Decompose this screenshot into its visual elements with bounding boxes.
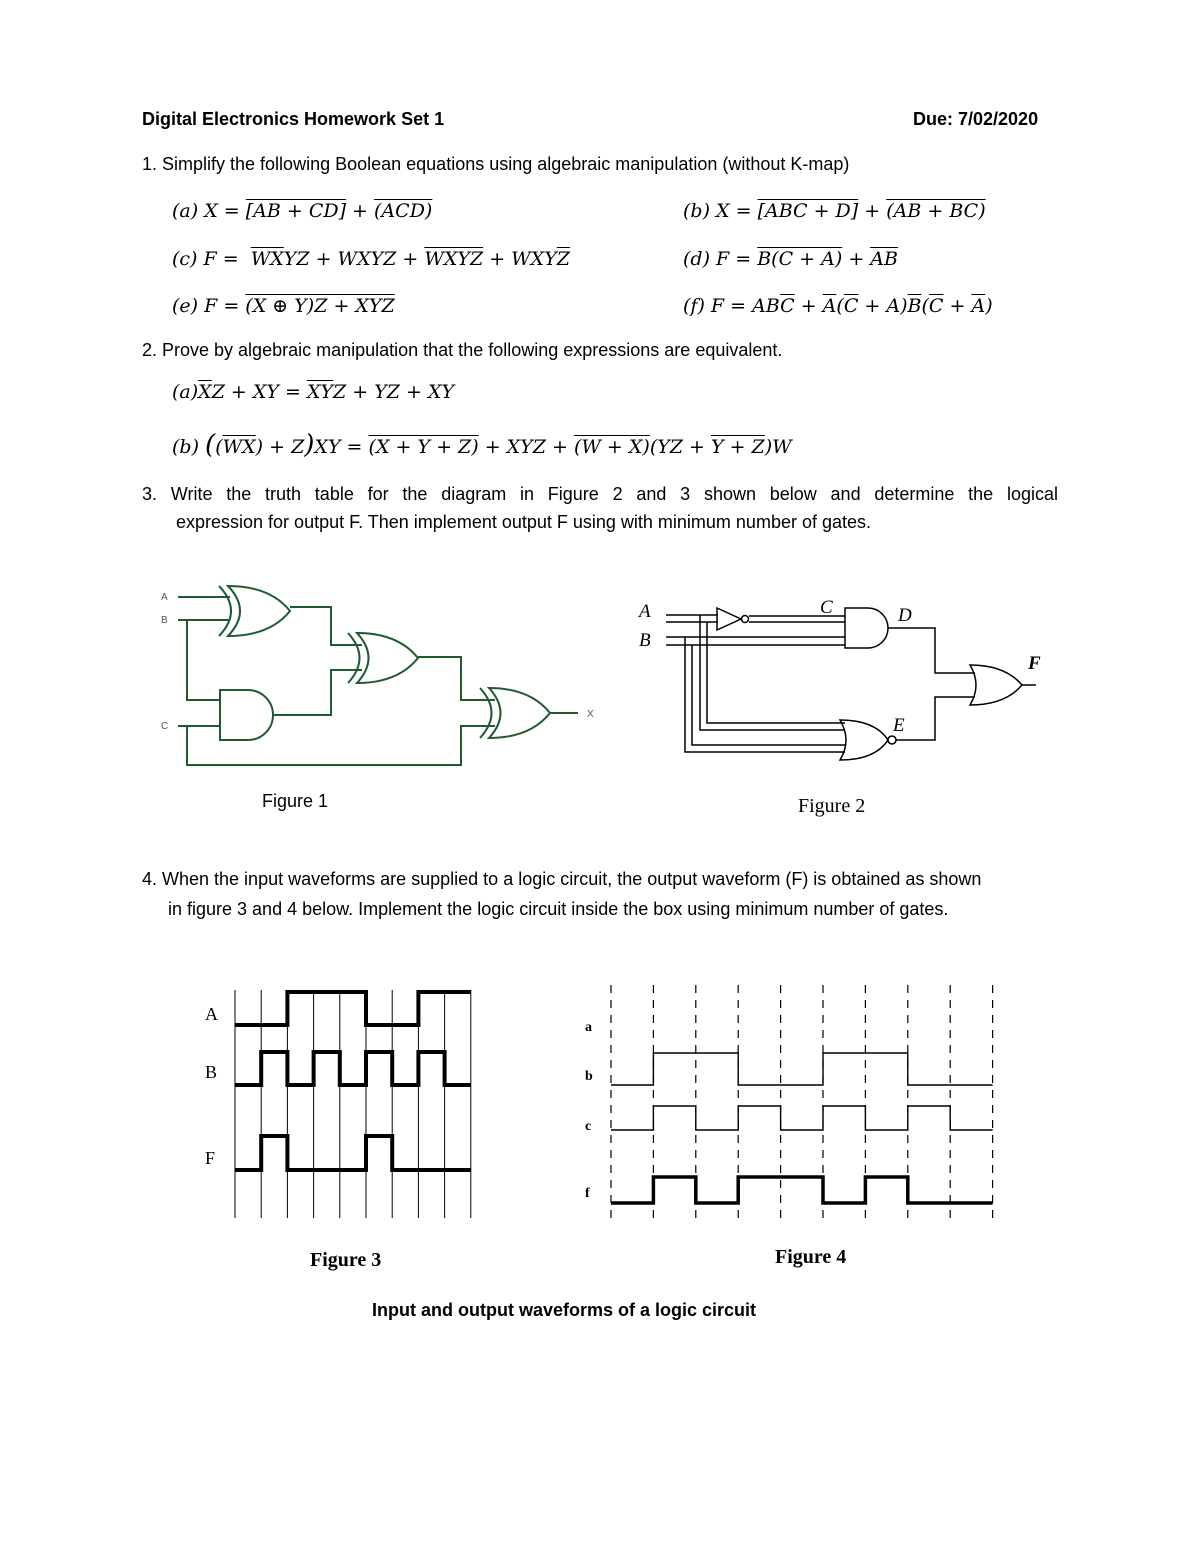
q1d-equation: (d) F = B(C + A) + AB	[683, 248, 898, 270]
figure-2-caption: Figure 2	[798, 795, 866, 817]
q1b-equation: (b) X = [ABC + D] + (AB + BC)	[683, 200, 986, 222]
figure-4-grid	[611, 985, 993, 1218]
figure-1-circuit	[178, 586, 578, 765]
fig4-wave-f	[611, 1177, 993, 1203]
due-date: Due: 7/02/2020	[913, 109, 1039, 129]
fig2-label-c: C	[820, 597, 833, 618]
fig3-wave-a	[235, 992, 471, 1025]
fig4-label-a: a	[585, 1020, 592, 1035]
fig1-input-a-label: A	[161, 592, 168, 603]
wire-xor1-out	[290, 607, 362, 645]
wire-b-down-1	[685, 637, 845, 752]
question-1-prompt: 1. Simplify the following Boolean equations using algebraic manipulation (without K-map)	[142, 154, 850, 174]
xor-gate-3	[489, 688, 550, 738]
wire-d	[888, 628, 975, 673]
q1f-equation: (f) $F = AB\overline{C} + \overline{A}(\overline{C} + A)\overline{B}(\overline{C} + \overline{A})$	[683, 295, 993, 317]
fig2-label-a: A	[639, 601, 651, 622]
xor-gate-3-back-curve	[480, 688, 492, 738]
homework-title: Digital Electronics Homework Set 1	[142, 109, 445, 129]
figure-4-signal-traces	[611, 1053, 993, 1203]
fig3-label-f: F	[205, 1148, 216, 1168]
figure-3-caption: Figure 3	[310, 1249, 382, 1271]
and-gate-d	[845, 608, 888, 648]
figure-4-waveforms	[585, 985, 993, 1218]
xor-gate-1-back-curve	[219, 586, 231, 636]
fig4-label-f: f	[585, 1186, 590, 1201]
q1e-equation: (e) F = (X ⊕ Y)Z + XYZ	[172, 295, 395, 317]
fig2-label-d: D	[898, 605, 912, 626]
nor-gate-bubble	[888, 736, 896, 744]
fig4-wave-b	[611, 1053, 993, 1085]
figure-2-circuit	[666, 608, 1036, 760]
fig4-label-b: b	[585, 1069, 593, 1084]
or-gate-f	[970, 665, 1022, 705]
wire-and-out	[273, 670, 362, 715]
fig3-label-a: A	[205, 1004, 218, 1024]
question-4-line-1: 4. When the input waveforms are supplied to a logic circuit, the output waveform (F) is obtained as shown	[142, 869, 982, 889]
question-4-line-2: in figure 3 and 4 below. Implement the logic circuit inside the box using minimum number of gates.	[168, 899, 949, 919]
fig4-label-c: c	[585, 1119, 592, 1134]
nor-gate-e	[840, 720, 888, 760]
fig3-wave-f	[235, 1136, 471, 1170]
fig1-input-b-label: B	[161, 615, 168, 626]
fig1-input-c-label: C	[161, 721, 169, 732]
question-3-line-2: expression for output F. Then implement output F using with minimum number of gates.	[176, 512, 872, 532]
fig3-wave-b	[235, 1052, 471, 1085]
question-2-prompt: 2. Prove by algebraic manipulation that the following expressions are equivalent.	[142, 340, 783, 360]
q2a-equation: $(a)\overline{X}Z$ + XY = $\overline{X}\overline{Y}Z$ + YZ + XY	[172, 381, 455, 403]
xor-gate-2	[357, 633, 418, 683]
question-3-line-1: 3. Write the truth table for the diagram in Figure 2 and 3 shown below and determine the logical	[142, 484, 1058, 504]
figure-3-waveforms	[205, 990, 471, 1218]
xor-gate-2-back-curve	[348, 633, 360, 683]
fig3-label-b: B	[205, 1062, 218, 1082]
q2b-equation: (b) ((WX) + Z)XY = (X + Y + Z) + XYZ + (W + X)(YZ + Y + Z)W	[172, 430, 792, 460]
xor-gate-1	[228, 586, 290, 636]
figure-3-signal-traces	[235, 992, 471, 1170]
figure-4-caption: Figure 4	[775, 1246, 847, 1268]
q1a-equation: (a) X = [AB + CD] + (ACD)	[172, 200, 433, 222]
wire-e	[896, 697, 975, 740]
fig2-label-f: F	[1028, 653, 1041, 674]
waveforms-caption: Input and output waveforms of a logic circuit	[372, 1300, 757, 1320]
and-gate-1	[220, 690, 273, 740]
not-gate	[717, 608, 741, 630]
fig1-output-x-label: X	[587, 709, 594, 720]
q1c-equation: (c) $F = \overline{W}\overline{X}YZ$ + WXYZ + $\overline{W}\overline{X}\overline{Y}\overline{Z} + WXY\overline{Z}$	[172, 248, 570, 270]
fig2-label-b: B	[639, 630, 651, 651]
fig2-label-e: E	[893, 715, 905, 736]
fig4-wave-c	[611, 1106, 993, 1130]
wire-b-to-and	[187, 620, 220, 700]
wire-a-down-1	[700, 615, 845, 730]
figure-1-caption: Figure 1	[262, 791, 329, 811]
wire-c-to-xor3	[187, 726, 495, 765]
